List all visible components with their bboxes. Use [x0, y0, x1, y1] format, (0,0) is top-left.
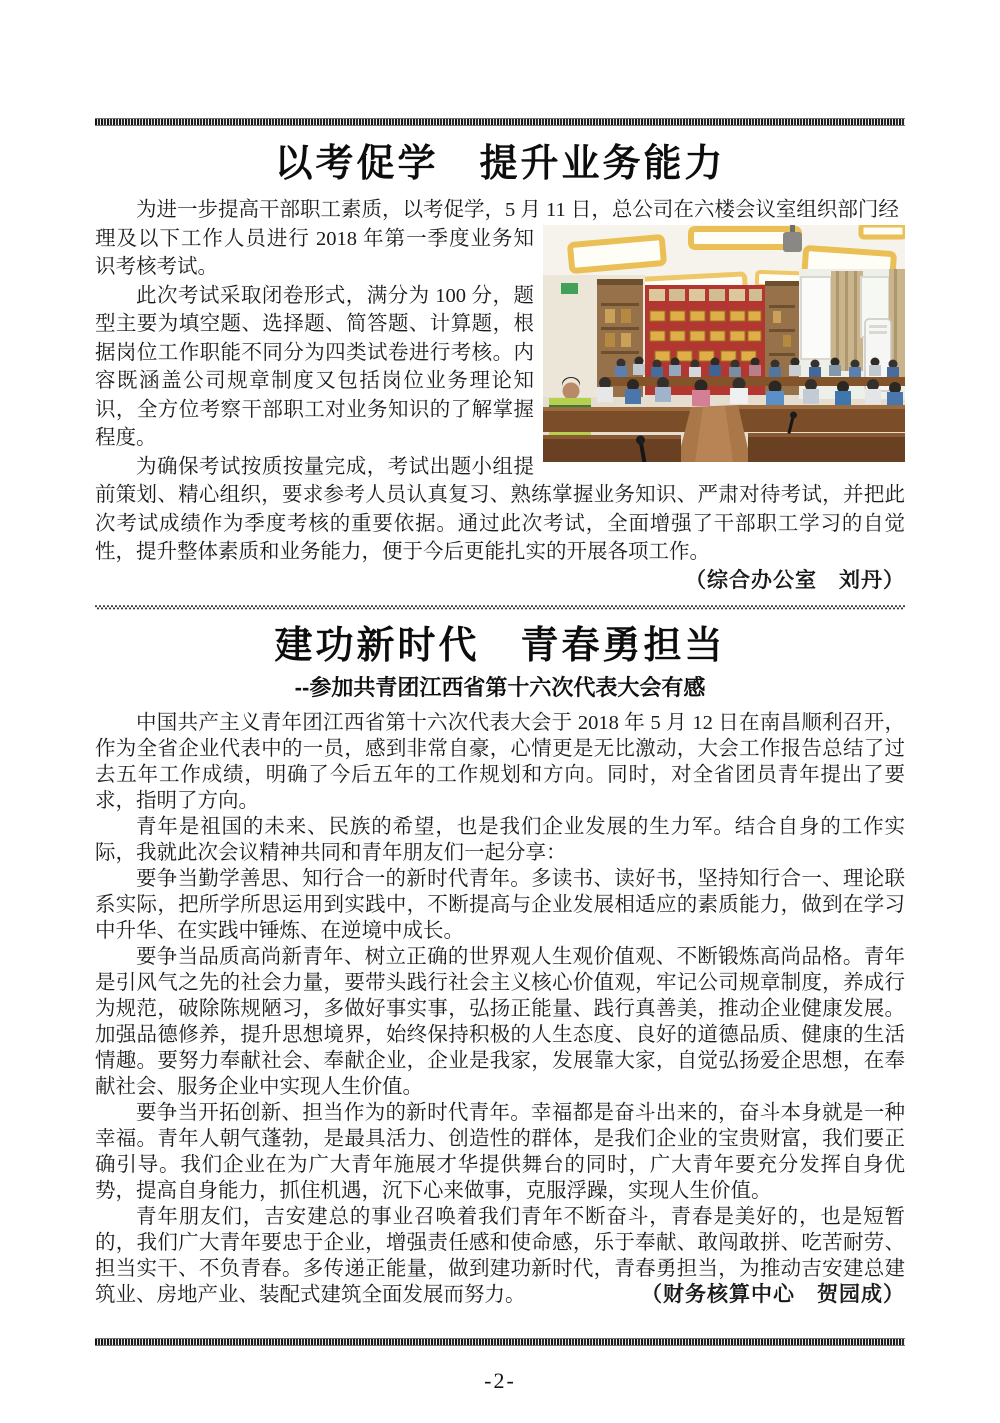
article2-subtitle: --参加共青团江西省第十六次代表大会有感	[294, 675, 706, 700]
article2-paragraph-4: 要争当品质高尚新青年、树立正确的世界观人生观价值观、不断锻炼高尚品格。青年是引风气之先的社会力量，要带头践行社会主义核心价值观，牢记公司规章制度，养成行为规范，破除陈规陋习，多做好事实事，弘扬正能量、践行真善美，推动企业健康发展。加强品德修养，提升思想境界，始终保持积极的人生态度、良好的道德品质、健康的生活情趣。要努力奉献社会、奉献企业，企业是我家，发展靠大家，自觉弘扬爱企思想，在奉献社会、服务企业中实现人生价值。	[95, 946, 905, 1098]
article2-signature: （财务核算中心 贺园成）	[641, 1283, 905, 1306]
article1-paragraph-1-line1: 为进一步提高干部职工素质，以考促学，5 月 11 日，总公司在六楼会议室组织部门经	[136, 199, 899, 221]
article2-paragraph-6: 青年朋友们，吉安建总的事业召唤着我们青年不断奋斗，青春是美好的，也是短暂的，我们广大青年要忠于企业，增强责任感和使命感，乐于奉献、敢闯敢拼、吃苦耐劳、担当实干、不负青春。多传递正能量，做到建功新时代，青春勇担当，为推动吉安建总建筑业、房地产业、装配式建筑全面发展而努力。 （财务核算中心 贺园成）	[95, 1206, 905, 1306]
bottom-border-rule	[95, 1338, 905, 1346]
crowd-far	[615, 356, 899, 378]
article2-paragraph-3: 要争当勤学善思、知行合一的新时代青年。多读书、读好书，坚持知行合一、理论联系实际，把所学所思运用到实践中，不断提高与企业发展相适应的素质能力，做到在学习中升华、在实践中锤炼、在逆境中成长。	[95, 868, 905, 942]
page-number: -2-	[484, 1368, 516, 1393]
article1-body	[95, 196, 905, 595]
article1-title: 以考促学 提升业务能力	[274, 143, 726, 185]
article-youth-congress	[95, 624, 905, 1308]
article2-title: 建功新时代 青春勇担当	[274, 625, 726, 667]
article1-signature: （综合办公室 刘丹）	[685, 568, 905, 592]
meeting-room-photo	[543, 225, 905, 462]
article1-paragraph-1-rest: 理及以下工作人员进行 2018 年第一季度业务知识考核考试。	[95, 227, 534, 278]
top-border-rule	[95, 118, 905, 126]
article-divider-rule	[95, 605, 905, 610]
article1-paragraph-3: 为确保考试按质按量完成，考试出题小组提前策划、精心组织，要求参考人员认真复习、熟练掌握业务知识、严肃对待考试，并把此次考试成绩作为季度考核的重要依据。通过此次考试，全面增强了干部职工学习的自觉性，提升整体素质和业务能力，便于今后更能扎实的开展各项工作。 （综合办公室 刘丹）	[95, 453, 905, 567]
article2-paragraph-5: 要争当开拓创新、担当作为的新时代青年。幸福都是奋斗出来的，奋斗本身就是一种幸福。青年人朝气蓬勃，是最具活力、创造性的群体，是我们企业的宝贵财富，我们要正确引导。我们企业在为广大青年施展才华提供舞台的同时，广大青年要充分发挥自身优势，提高自身能力，抓住机遇，沉下心来做事，克服浮躁，实现人生价值。	[95, 1102, 905, 1202]
article2-paragraph-1: 中国共产主义青年团江西省第十六次代表大会于 2018 年 5 月 12 日在南昌顺利召开，作为全省企业代表中的一员，感到非常自豪，心情更是无比激动，大会工作报告总结了过去五年工作成绩，明确了今后五年的工作规划和方向。同时，对全省团员青年提出了要求，指明了方向。	[95, 712, 905, 812]
article2-paragraph-2: 青年是祖国的未来、民族的希望，也是我们企业发展的生力军。结合自身的工作实际，我就此次会议精神共同和青年朋友们一起分享：	[95, 816, 905, 864]
article1-paragraph-2: 此次考试采取闭卷形式，满分为 100 分，题型主要为填空题、选择题、简答题、计算题，根据岗位工作职能不同分为四类试卷进行考核。内容既涵盖公司规章制度又包括岗位业务理论知识，全方位考察干部职工对业务知识的了解掌握程度。	[95, 284, 534, 449]
article-exam-study	[95, 142, 905, 595]
